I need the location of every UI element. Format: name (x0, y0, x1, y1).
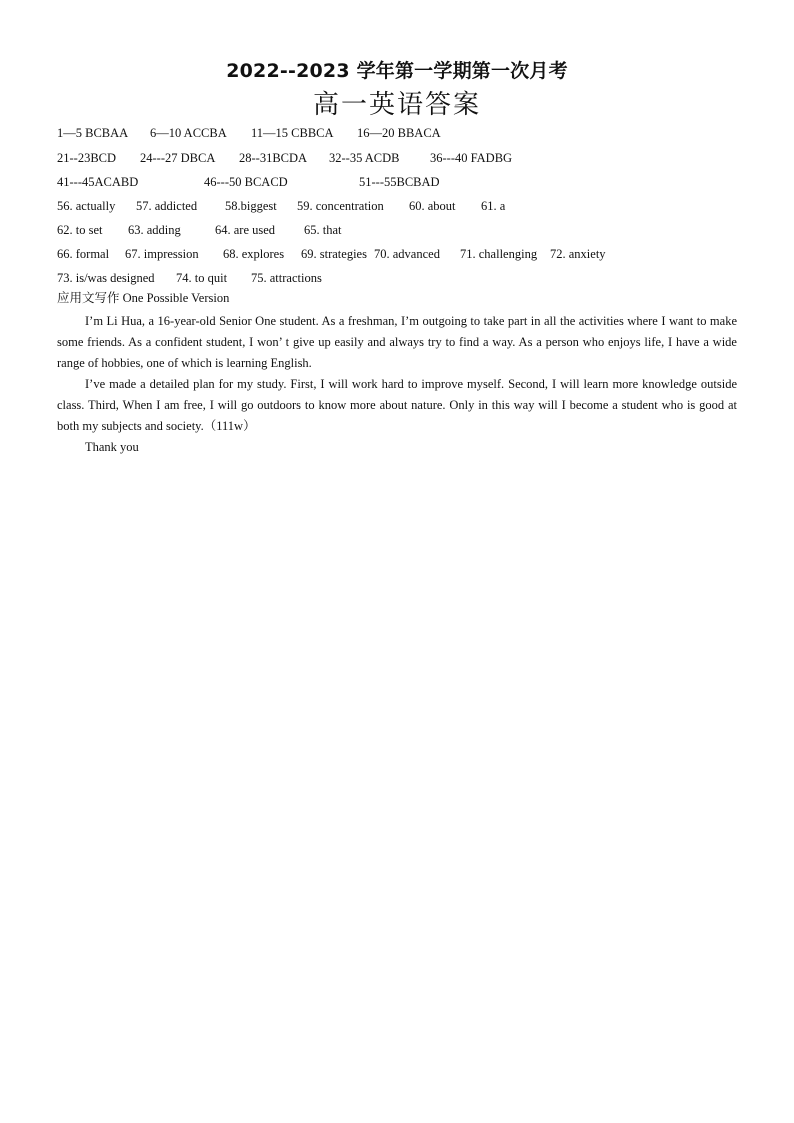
answer-group: 36---40 FADBG (430, 151, 513, 165)
answer-item: 69. strategies (301, 247, 367, 261)
answer-item: 57. addicted (136, 199, 198, 213)
essay-paragraph: I’m Li Hua, a 16-year-old Senior One student. As a freshman, I’m outgoing to take part in all the activities where I want to make some friends. As a confident student, I won’ t give up easily and always try to find a way. As a person who enjoys life, I have a wide range of hobbies, one of which is learning English. (57, 314, 737, 370)
answer-subtitle: 高一英语答案 (312, 90, 481, 120)
answer-group: 41---45ACABD (57, 175, 139, 189)
writing-heading: 应用文写作 One Possible Version (57, 291, 230, 305)
answer-item: 59. concentration (297, 199, 384, 213)
essay-closing: Thank you (85, 440, 139, 454)
answer-item: 71. challenging (460, 247, 538, 261)
answer-group: 11—15 CBBCA (251, 126, 334, 140)
answer-item: 72. anxiety (550, 247, 606, 261)
essay-paragraph: I’ve made a detailed plan for my study. First, I will work hard to improve myself. Second, I will learn more knowledge outside class. Third, When I am free, I will go outdoors to know more about nature. Only in this way will I become a student who is good at both my subjects and society.（111w） (57, 377, 737, 433)
answer-item: 75. attractions (251, 271, 322, 285)
answer-item: 67. impression (125, 247, 199, 261)
writing-essay (57, 311, 737, 458)
exam-title: 2022--2023 学年第一学期第一次月考 (226, 60, 568, 82)
answer-item: 70. advanced (374, 247, 440, 261)
answer-item: 73. is/was designed (57, 271, 155, 285)
answer-group: 16—20 BBACA (357, 126, 441, 140)
answer-item: 68. explores (223, 247, 285, 261)
answer-group: 1—5 BCBAA (57, 126, 129, 140)
answer-group: 21--23BCD (57, 151, 117, 165)
answer-item: 64. are used (215, 223, 276, 237)
answer-group: 6—10 ACCBA (150, 126, 227, 140)
answer-group: 32--35 ACDB (329, 151, 400, 165)
answer-item: 65. that (304, 223, 342, 237)
answer-item: 62. to set (57, 223, 103, 237)
answer-group: 51---55BCBAD (359, 175, 440, 189)
answer-item: 66. formal (57, 247, 110, 261)
answer-group: 24---27 DBCA (140, 151, 216, 165)
answer-item: 63. adding (128, 223, 181, 237)
answer-item: 60. about (409, 199, 456, 213)
answer-group: 46---50 BCACD (204, 175, 288, 189)
answer-item: 56. actually (57, 199, 116, 213)
answer-group: 28--31BCDA (239, 151, 308, 165)
answer-item: 74. to quit (176, 271, 228, 285)
answer-item: 61. a (481, 199, 506, 213)
answer-item: 58.biggest (225, 199, 277, 213)
